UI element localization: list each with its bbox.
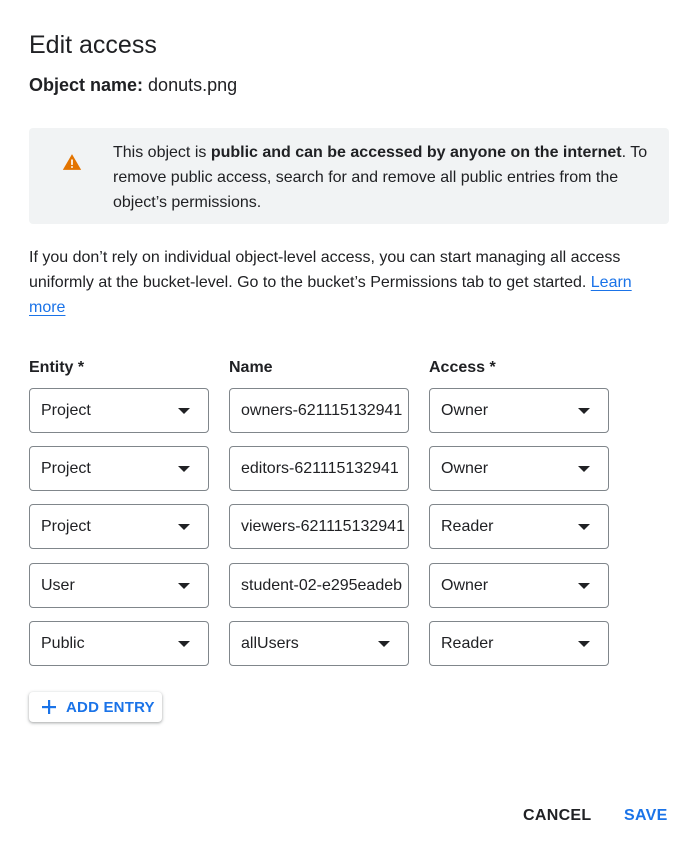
public-access-warning [29,128,669,224]
name-input[interactable] [241,577,408,595]
dropdown-arrow-icon [578,641,590,647]
entity-value: Project [41,459,91,477]
dropdown-arrow-icon [178,583,190,589]
warning-icon [62,152,82,172]
access-select[interactable] [429,388,609,433]
entity-value: Project [41,401,91,419]
dropdown-arrow-icon [178,524,190,530]
column-header-name: Name [229,359,273,376]
object-name [29,73,237,97]
access-select[interactable] [429,446,609,491]
dropdown-arrow-icon [578,583,590,589]
access-value: Owner [441,401,489,419]
name-input[interactable] [241,402,408,420]
dialog-title: Edit access [29,31,157,59]
dropdown-arrow-icon [578,408,590,414]
name-field [229,504,409,549]
entity-value: Project [41,517,91,535]
access-value: Owner [441,459,489,477]
dropdown-arrow-icon [578,524,590,530]
entity-value: Public [41,634,85,652]
object-name-value: donuts.png [148,75,238,95]
dropdown-arrow-icon [178,641,190,647]
entity-select[interactable] [29,504,209,549]
entity-select[interactable] [29,446,209,491]
object-name-label: Object name: [29,75,144,95]
dropdown-arrow-icon [578,466,590,472]
name-select[interactable] [229,621,409,666]
column-header-access: Access * [429,359,496,376]
entity-select[interactable] [29,563,209,608]
entity-value: User [41,576,75,594]
access-value: Reader [441,634,494,652]
dropdown-arrow-icon [178,466,190,472]
learn-more-link[interactable]: Learn more [29,274,632,316]
access-select[interactable] [429,504,609,549]
access-value: Reader [441,517,494,535]
cancel-button[interactable]: CANCEL [523,803,591,829]
name-input[interactable] [241,460,408,478]
access-select[interactable] [429,621,609,666]
save-button[interactable]: SAVE [624,803,668,829]
name-field [229,563,409,608]
name-field [229,388,409,433]
column-header-entity: Entity * [29,359,85,376]
warning-text-bold: public and can be accessed by anyone on the internet [210,144,622,161]
name-value: allUsers [241,634,299,652]
access-value: Owner [441,576,489,594]
dropdown-arrow-icon [378,641,390,647]
plus-icon [41,699,57,715]
add-entry-button[interactable] [29,692,162,722]
name-field [229,446,409,491]
warning-text: This object is public and can be accessed by anyone on the internet. To remove public access, search for and remove all public entries from the object’s permissions. [113,144,648,211]
add-entry-label: ADD ENTRY [66,698,155,716]
access-select[interactable] [429,563,609,608]
entity-select[interactable] [29,621,209,666]
info-text: If you don’t rely on individual object-level access, you can start managing all access uniformly at the bucket-level. Go to the bucket’s Permissions tab to get started. Learn more [29,249,632,316]
dropdown-arrow-icon [178,408,190,414]
name-input[interactable] [241,518,408,536]
entity-select[interactable] [29,388,209,433]
